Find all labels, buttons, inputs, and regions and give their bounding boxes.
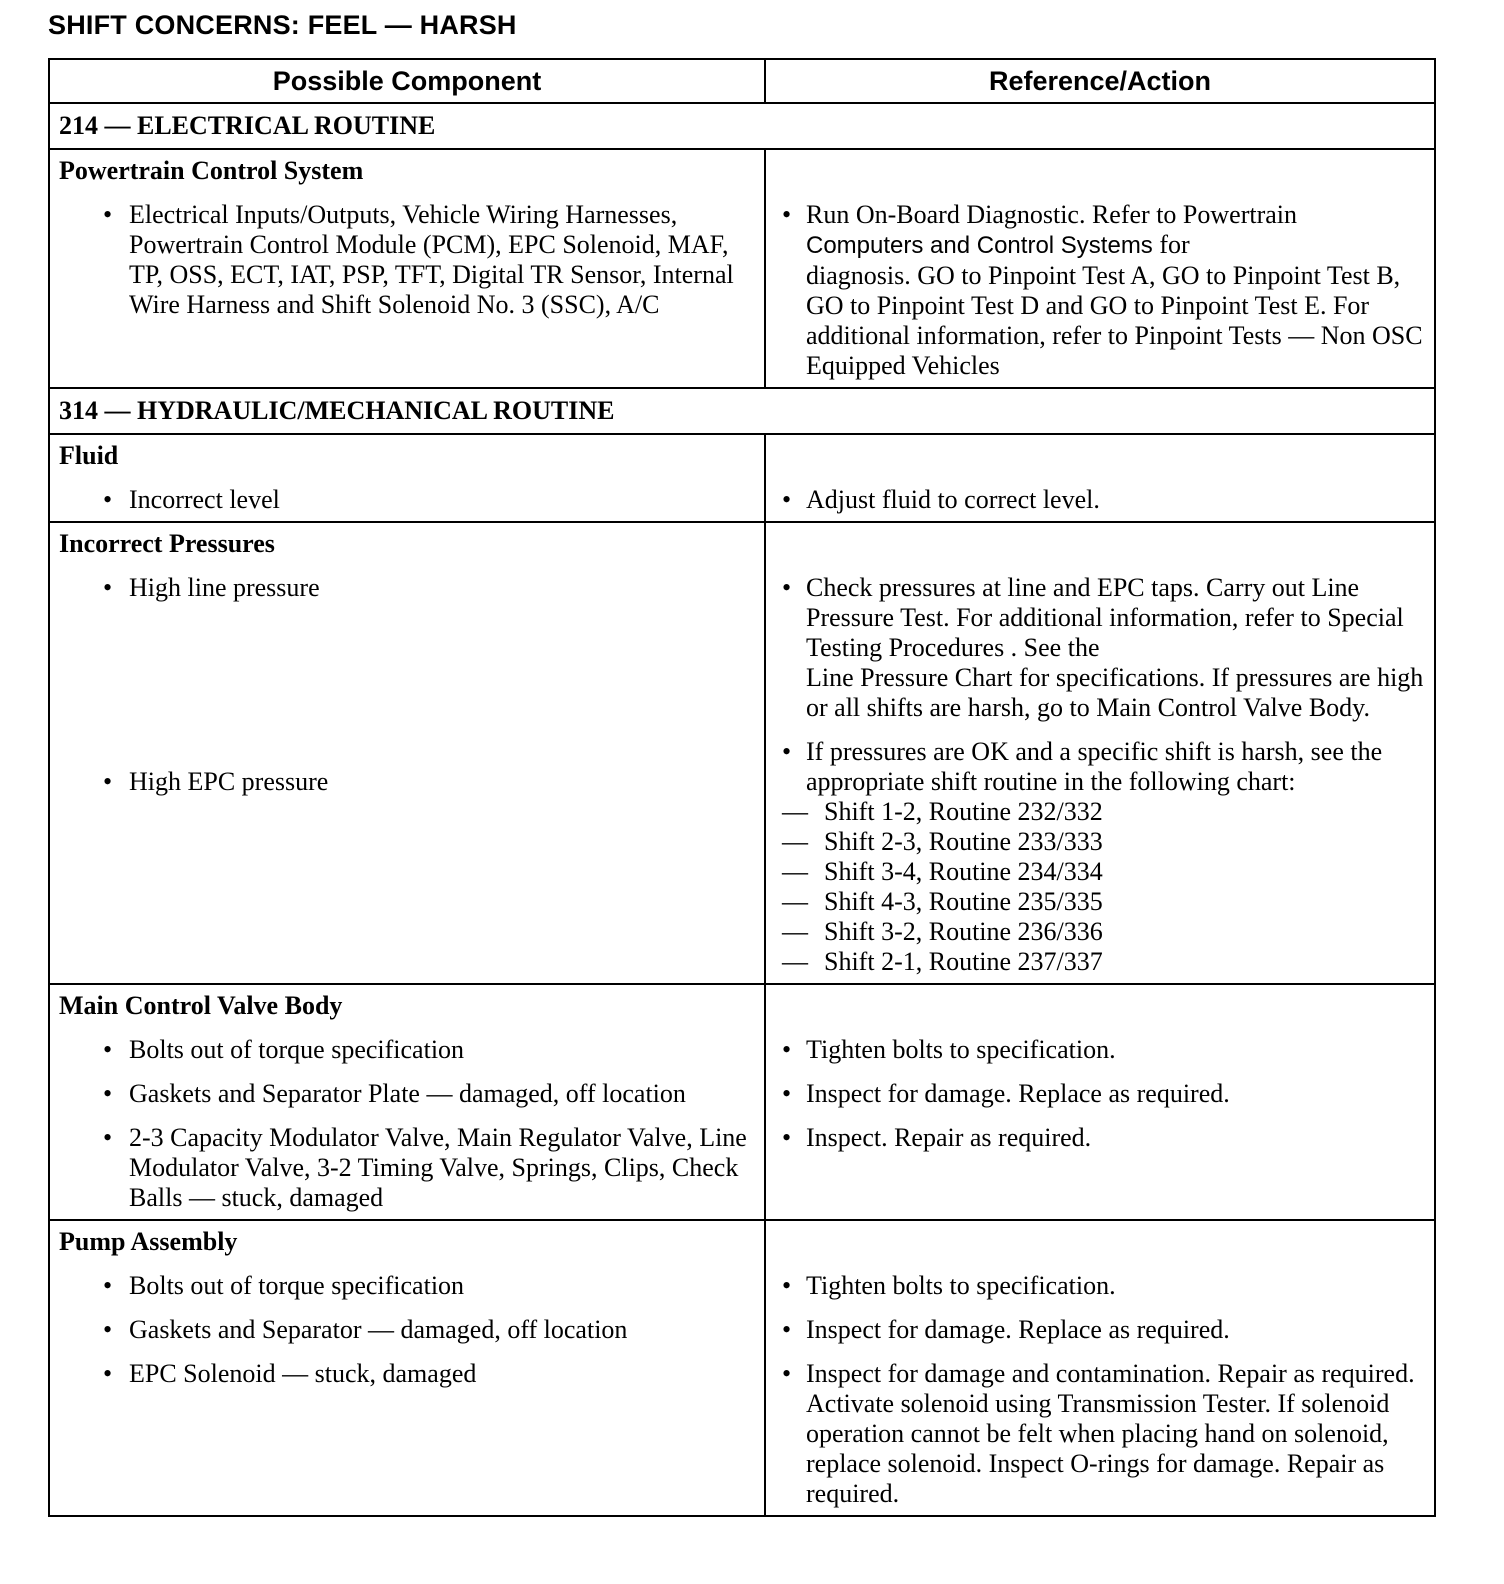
action-cell [765, 149, 1435, 388]
group-heading-powertrain: Powertrain Control System [59, 156, 364, 185]
bullet-mark: • [782, 737, 792, 766]
action-text: diagnosis. GO to Pinpoint Test A, GO to Pinpoint Test B, GO to Pinpoint Test D and GO to Pinpoint Test E. For additional information, refer to Pinpoint Tests — Non OSC Equipped Vehicles [806, 261, 1423, 380]
shift-routine-text: Shift 3-4, Routine 234/334 [824, 857, 1103, 886]
bullet-mark: • [103, 1079, 113, 1108]
component-item [59, 200, 758, 320]
bullet-mark: • [103, 767, 113, 796]
bullet-mark: • [782, 1359, 792, 1388]
component-item [59, 1315, 758, 1345]
action-item [775, 1035, 1428, 1065]
action-item [775, 1315, 1428, 1345]
component-text: Gaskets and Separator Plate — damaged, off location [129, 1079, 686, 1108]
component-item [59, 767, 758, 797]
dash-mark: — [782, 947, 808, 976]
shift-routine-text: Shift 2-3, Routine 233/333 [824, 827, 1103, 856]
dash-mark: — [782, 857, 808, 886]
action-text: Tighten bolts to specification. [806, 1035, 1116, 1064]
action-item [775, 737, 1428, 797]
bullet-mark: • [782, 573, 792, 602]
dash-mark: — [782, 797, 808, 826]
shift-routine-item [775, 827, 1428, 857]
bullet-mark: • [782, 1271, 792, 1300]
action-item [775, 1359, 1428, 1509]
action-cell [765, 522, 1435, 984]
component-text: Bolts out of torque specification [129, 1271, 465, 1300]
component-cell [49, 434, 765, 522]
action-cell [765, 1220, 1435, 1516]
action-item [775, 1123, 1428, 1153]
action-item [775, 485, 1428, 515]
shift-routine-item [775, 857, 1428, 887]
group-heading-valve-body: Main Control Valve Body [59, 991, 343, 1020]
component-item [59, 1035, 758, 1065]
shift-routine-item [775, 887, 1428, 917]
action-text: Inspect for damage and contamination. Repair as required. Activate solenoid using Transmission Tester. If solenoid operation cannot be felt when placing hand on solenoid, replace solenoid. Inspect O-rings for damage. Repair as required. [806, 1359, 1415, 1508]
bullet-mark: • [782, 1079, 792, 1108]
component-text: 2-3 Capacity Modulator Valve, Main Regulator Valve, Line Modulator Valve, 3-2 Timing Valve, Springs, Clips, Check Balls — stuck, damaged [129, 1123, 747, 1212]
component-cell [49, 149, 765, 388]
component-item [59, 573, 758, 753]
component-cell [49, 984, 765, 1220]
bullet-mark: • [782, 1315, 792, 1344]
component-cell [49, 1220, 765, 1516]
shift-routine-item [775, 797, 1428, 827]
bullet-mark: • [103, 1271, 113, 1300]
bullet-mark: • [782, 1123, 792, 1152]
reference-link: Computers and Control Systems [806, 232, 1153, 259]
header-row [49, 59, 1435, 103]
header-reference-action: Reference/Action [765, 59, 1435, 103]
bullet-mark: • [103, 200, 113, 229]
table-row-pump [49, 1220, 1435, 1516]
section-row-electrical [49, 103, 1435, 149]
action-cell [765, 984, 1435, 1220]
component-text: High EPC pressure [129, 767, 329, 796]
action-text-line [806, 230, 1428, 261]
shift-routine-text: Shift 4-3, Routine 235/335 [824, 887, 1103, 916]
action-text: Adjust fluid to correct level. [806, 485, 1100, 514]
shift-routine-text: Shift 2-1, Routine 237/337 [824, 947, 1103, 976]
component-item [59, 1359, 758, 1389]
action-text: Inspect for damage. Replace as required. [806, 1079, 1230, 1108]
section-title-hydraulic: 314 — HYDRAULIC/MECHANICAL ROUTINE [49, 388, 1435, 434]
dash-mark: — [782, 917, 808, 946]
action-text: If pressures are OK and a specific shift is harsh, see the appropriate shift routine in the following chart: [806, 737, 1383, 796]
bullet-mark: • [782, 485, 792, 514]
shift-routine-text: Shift 1-2, Routine 232/332 [824, 797, 1103, 826]
component-text: Electrical Inputs/Outputs, Vehicle Wiring Harnesses, Powertrain Control Module (PCM), EPC Solenoid, MAF, TP, OSS, ECT, IAT, PSP, TFT, Digital TR Sensor, Internal Wire Harness and Shift Solenoid No. 3 (SSC), A/C [129, 200, 734, 319]
section-row-hydraulic [49, 388, 1435, 434]
bullet-mark: • [103, 1035, 113, 1064]
group-heading-fluid: Fluid [59, 441, 119, 470]
bullet-mark: • [103, 573, 113, 602]
action-text: Inspect. Repair as required. [806, 1123, 1092, 1152]
action-cell [765, 434, 1435, 522]
bullet-mark: • [103, 1359, 113, 1388]
header-possible-component: Possible Component [49, 59, 765, 103]
diagnosis-table [48, 58, 1436, 1517]
group-heading-pump: Pump Assembly [59, 1227, 238, 1256]
bullet-mark: • [782, 1035, 792, 1064]
component-text: Bolts out of torque specification [129, 1035, 465, 1064]
action-text: for [1152, 230, 1190, 259]
component-item [59, 1271, 758, 1301]
table-row-powertrain [49, 149, 1435, 388]
dash-mark: — [782, 827, 808, 856]
action-text: Run On-Board Diagnostic. Refer to Powertrain [806, 200, 1298, 229]
component-item [59, 485, 758, 515]
component-text: Incorrect level [129, 485, 280, 514]
action-item [775, 200, 1428, 381]
action-text: Line Pressure Chart for specifications. If pressures are high or all shifts are harsh, go to Main Control Valve Body. [806, 663, 1424, 722]
table-row-valve-body [49, 984, 1435, 1220]
table-row-fluid [49, 434, 1435, 522]
action-text: Check pressures at line and EPC taps. Carry out Line Pressure Test. For additional information, refer to Special Testing Procedures . See the [806, 573, 1404, 662]
component-text: Gaskets and Separator — damaged, off location [129, 1315, 628, 1344]
component-item [59, 1123, 758, 1213]
component-item [59, 1079, 758, 1109]
bullet-mark: • [103, 1315, 113, 1344]
action-item [775, 573, 1428, 723]
bullet-mark: • [782, 200, 792, 229]
component-text: High line pressure [129, 573, 320, 602]
group-heading-pressures: Incorrect Pressures [59, 529, 275, 558]
component-cell [49, 522, 765, 984]
shift-routine-text: Shift 3-2, Routine 236/336 [824, 917, 1103, 946]
shift-routine-item [775, 947, 1428, 977]
bullet-mark: • [103, 1123, 113, 1152]
shift-routine-item [775, 917, 1428, 947]
action-item [775, 1271, 1428, 1301]
section-title-electrical: 214 — ELECTRICAL ROUTINE [49, 103, 1435, 149]
action-text: Inspect for damage. Replace as required. [806, 1315, 1230, 1344]
shift-routine-list [775, 797, 1428, 977]
page-title: SHIFT CONCERNS: FEEL — HARSH [48, 10, 517, 40]
dash-mark: — [782, 887, 808, 916]
component-text: EPC Solenoid — stuck, damaged [129, 1359, 477, 1388]
bullet-mark: • [103, 485, 113, 514]
action-item [775, 1079, 1428, 1109]
action-text: Tighten bolts to specification. [806, 1271, 1116, 1300]
table-row-pressures [49, 522, 1435, 984]
